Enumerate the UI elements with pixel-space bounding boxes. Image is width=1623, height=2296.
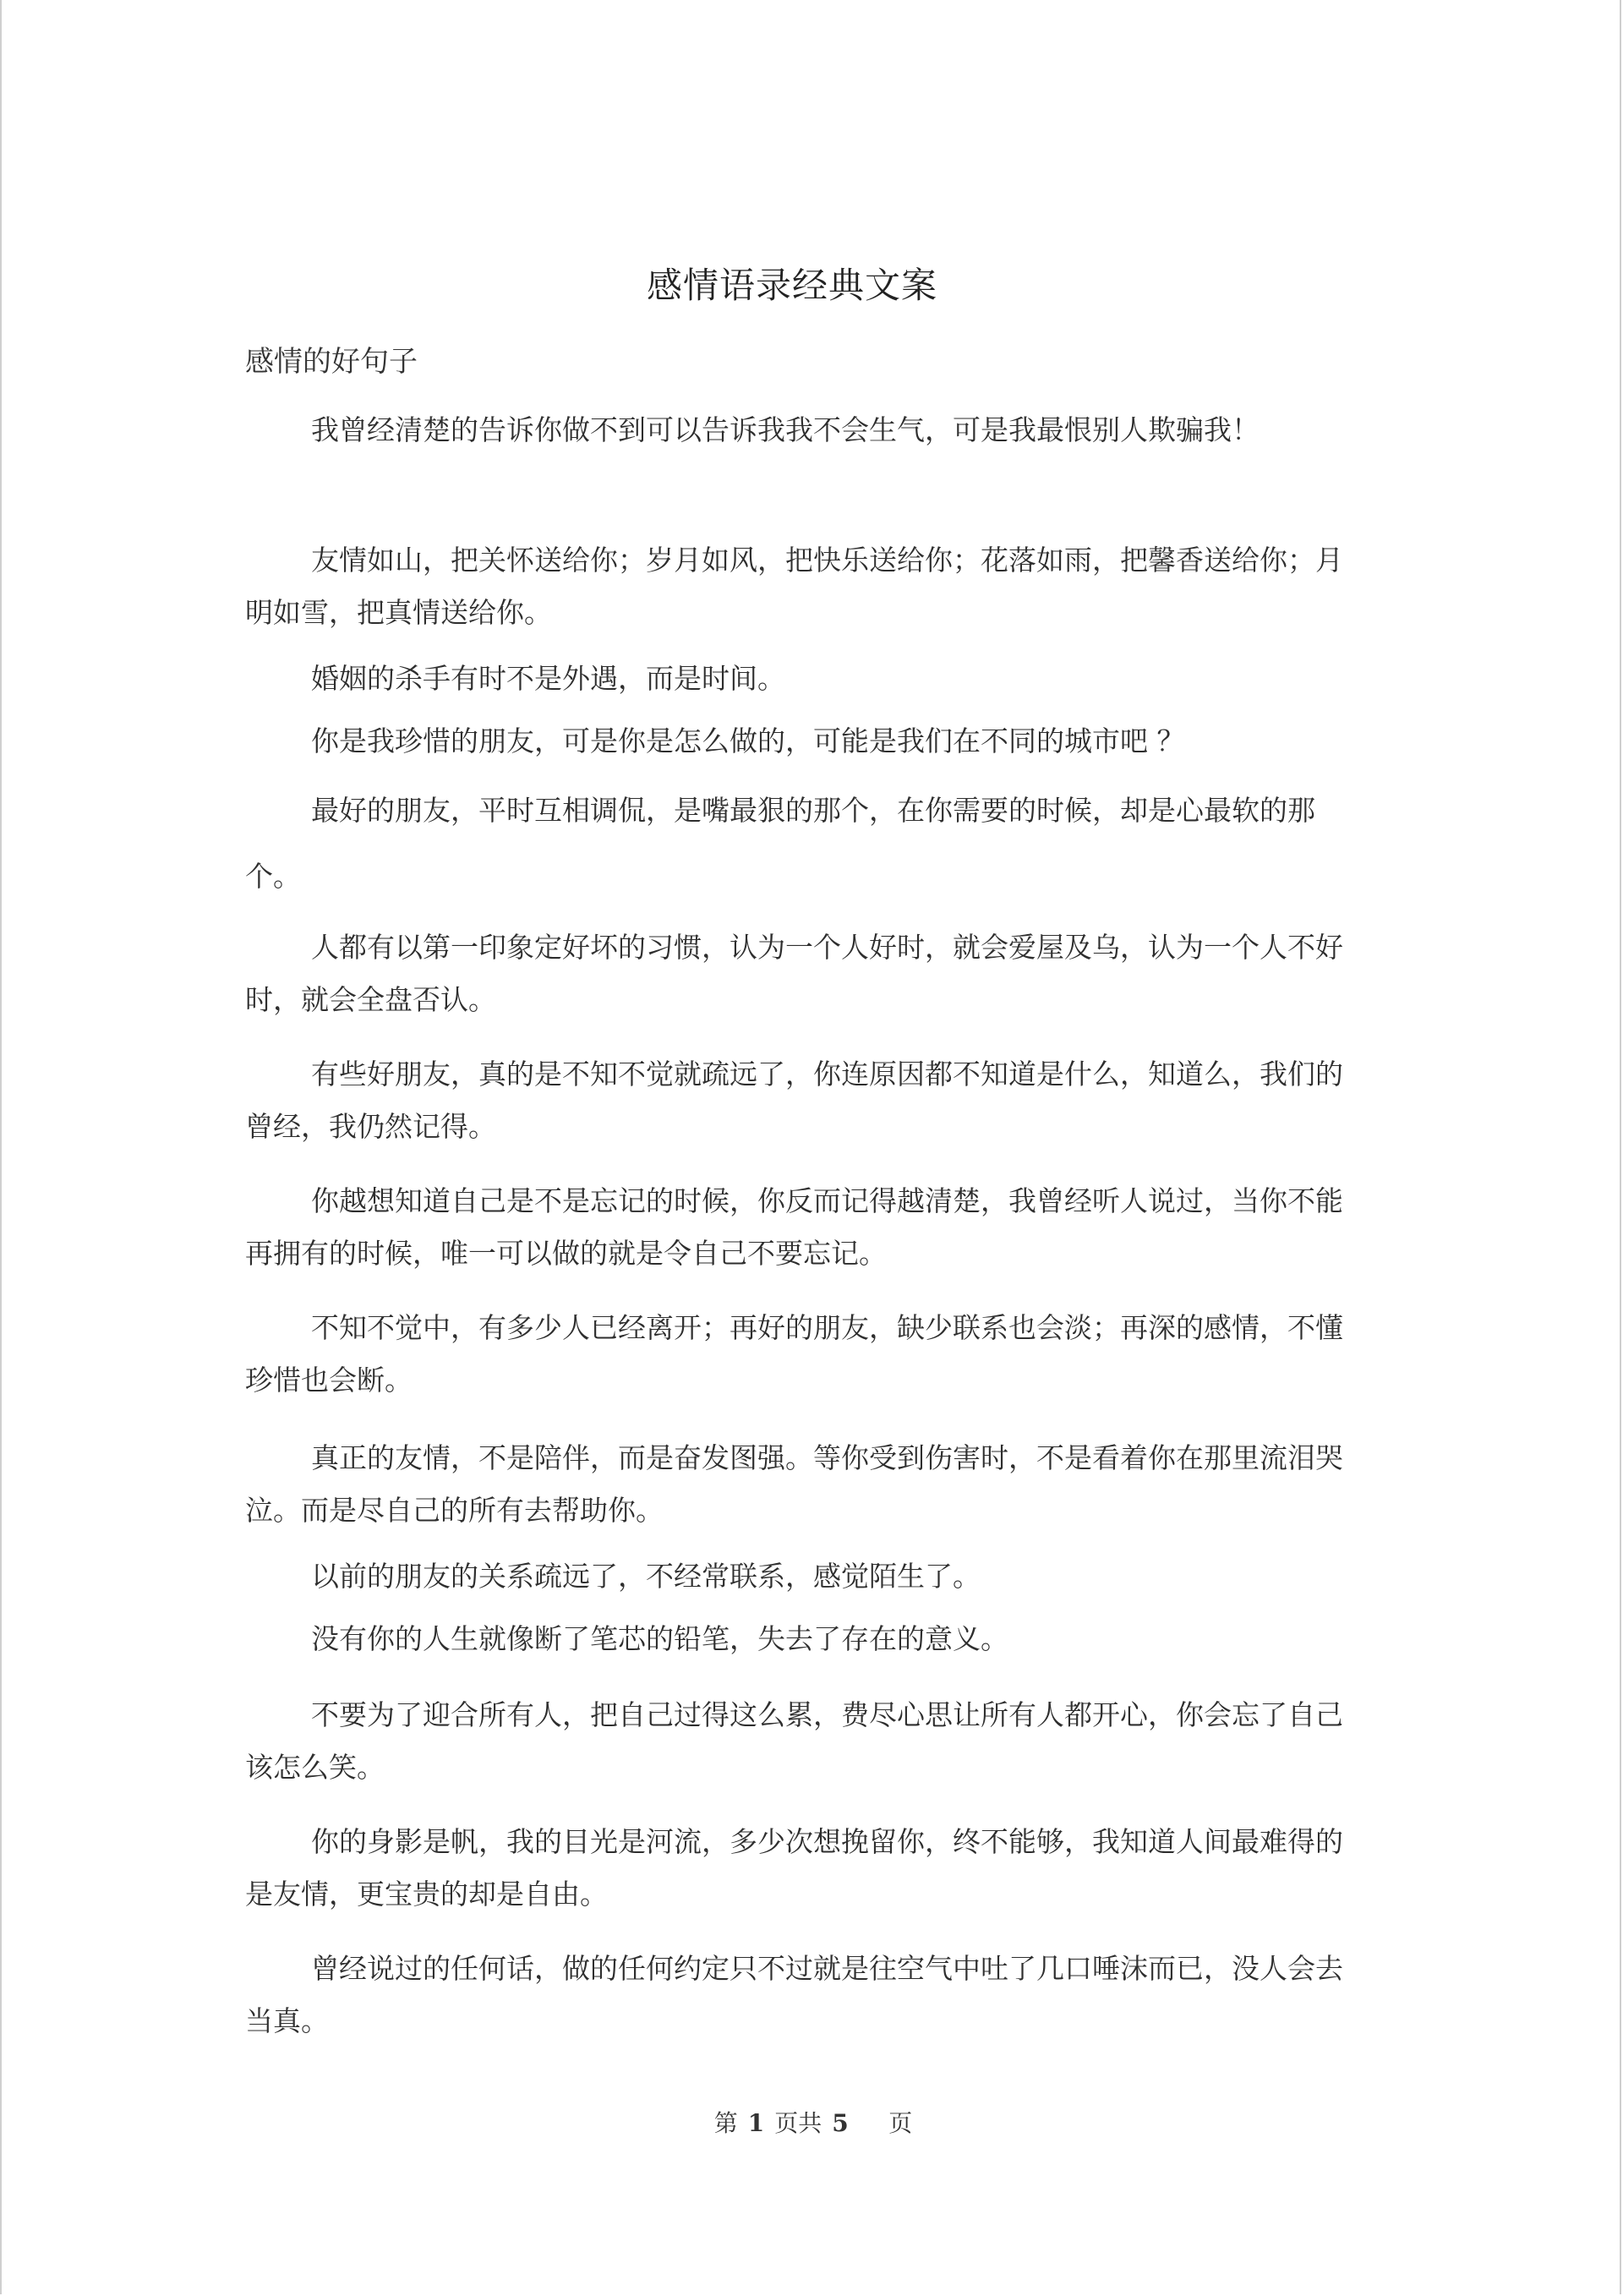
footer-page-number: 1: [747, 2109, 765, 2137]
paragraph: 我曾经清楚的告诉你做不到可以告诉我我不会生气，可是我最恨别人欺骗我！: [311, 413, 1260, 446]
footer-middle: 页共: [774, 2109, 822, 2137]
paragraph: 最好的朋友，平时互相调侃，是嘴最狠的那个，在你需要的时候，却是心最软的那个。: [245, 794, 1315, 893]
paragraph: 曾经说过的任何话，做的任何约定只不过就是往空气中吐了几口唾沫而已，没人会去当真。: [245, 1952, 1343, 2037]
paragraph: 友情如山，把关怀送给你；岁月如风，把快乐送给你；花落如雨，把馨香送给你；月明如雪，把真情送给你。: [245, 544, 1343, 629]
paragraph: 你的身影是帆，我的目光是河流，多少次想挽留你，终不能够，我知道人间最难得的是友情，更宝贵的却是自由。: [245, 1825, 1343, 1911]
section-heading: 感情的好句子: [245, 345, 418, 379]
paragraph: 你是我珍惜的朋友，可是你是怎么做的，可能是我们在不同的城市吧 ？: [311, 724, 1185, 757]
paragraph: 以前的朋友的关系疏远了，不经常联系，感觉陌生了。: [311, 1560, 981, 1593]
paragraph: 婚姻的杀手有时不是外遇，而是时间。: [311, 662, 785, 695]
footer-suffix: 页: [888, 2109, 913, 2137]
page-footer: [2, 2105, 1623, 2139]
footer-prefix: 第: [713, 2109, 738, 2137]
paragraph: 真正的友情，不是陪伴，而是奋发图强。等你受到伤害时，不是看着你在那里流泪哭泣。而是尽自己的所有去帮助你。: [245, 1441, 1343, 1527]
paragraph: 不要为了迎合所有人，把自己过得这么累，费尽心思让所有人都开心，你会忘了自己该怎么笑。: [245, 1698, 1343, 1784]
paragraph: 没有你的人生就像断了笔芯的铅笔，失去了存在的意义。: [311, 1622, 1008, 1655]
footer-total-pages: 5: [832, 2109, 849, 2137]
paragraph: 有些好朋友，真的是不知不觉就疏远了，你连原因都不知道是什么，知道么，我们的曾经，我仍然记得。: [245, 1058, 1343, 1143]
paragraph: 人都有以第一印象定好坏的习惯，认为一个人好时，就会爱屋及乌，认为一个人不好时，就会全盘否认。: [245, 931, 1343, 1016]
paragraph: 你越想知道自己是不是忘记的时候，你反而记得越清楚，我曾经听人说过，当你不能再拥有的时候，唯一可以做的就是令自己不要忘记。: [245, 1184, 1343, 1270]
document-title: 感情语录经典文案: [646, 265, 937, 306]
paragraph: 不知不觉中，有多少人已经离开；再好的朋友，缺少联系也会淡；再深的感情，不懂珍惜也会断。: [245, 1311, 1343, 1397]
